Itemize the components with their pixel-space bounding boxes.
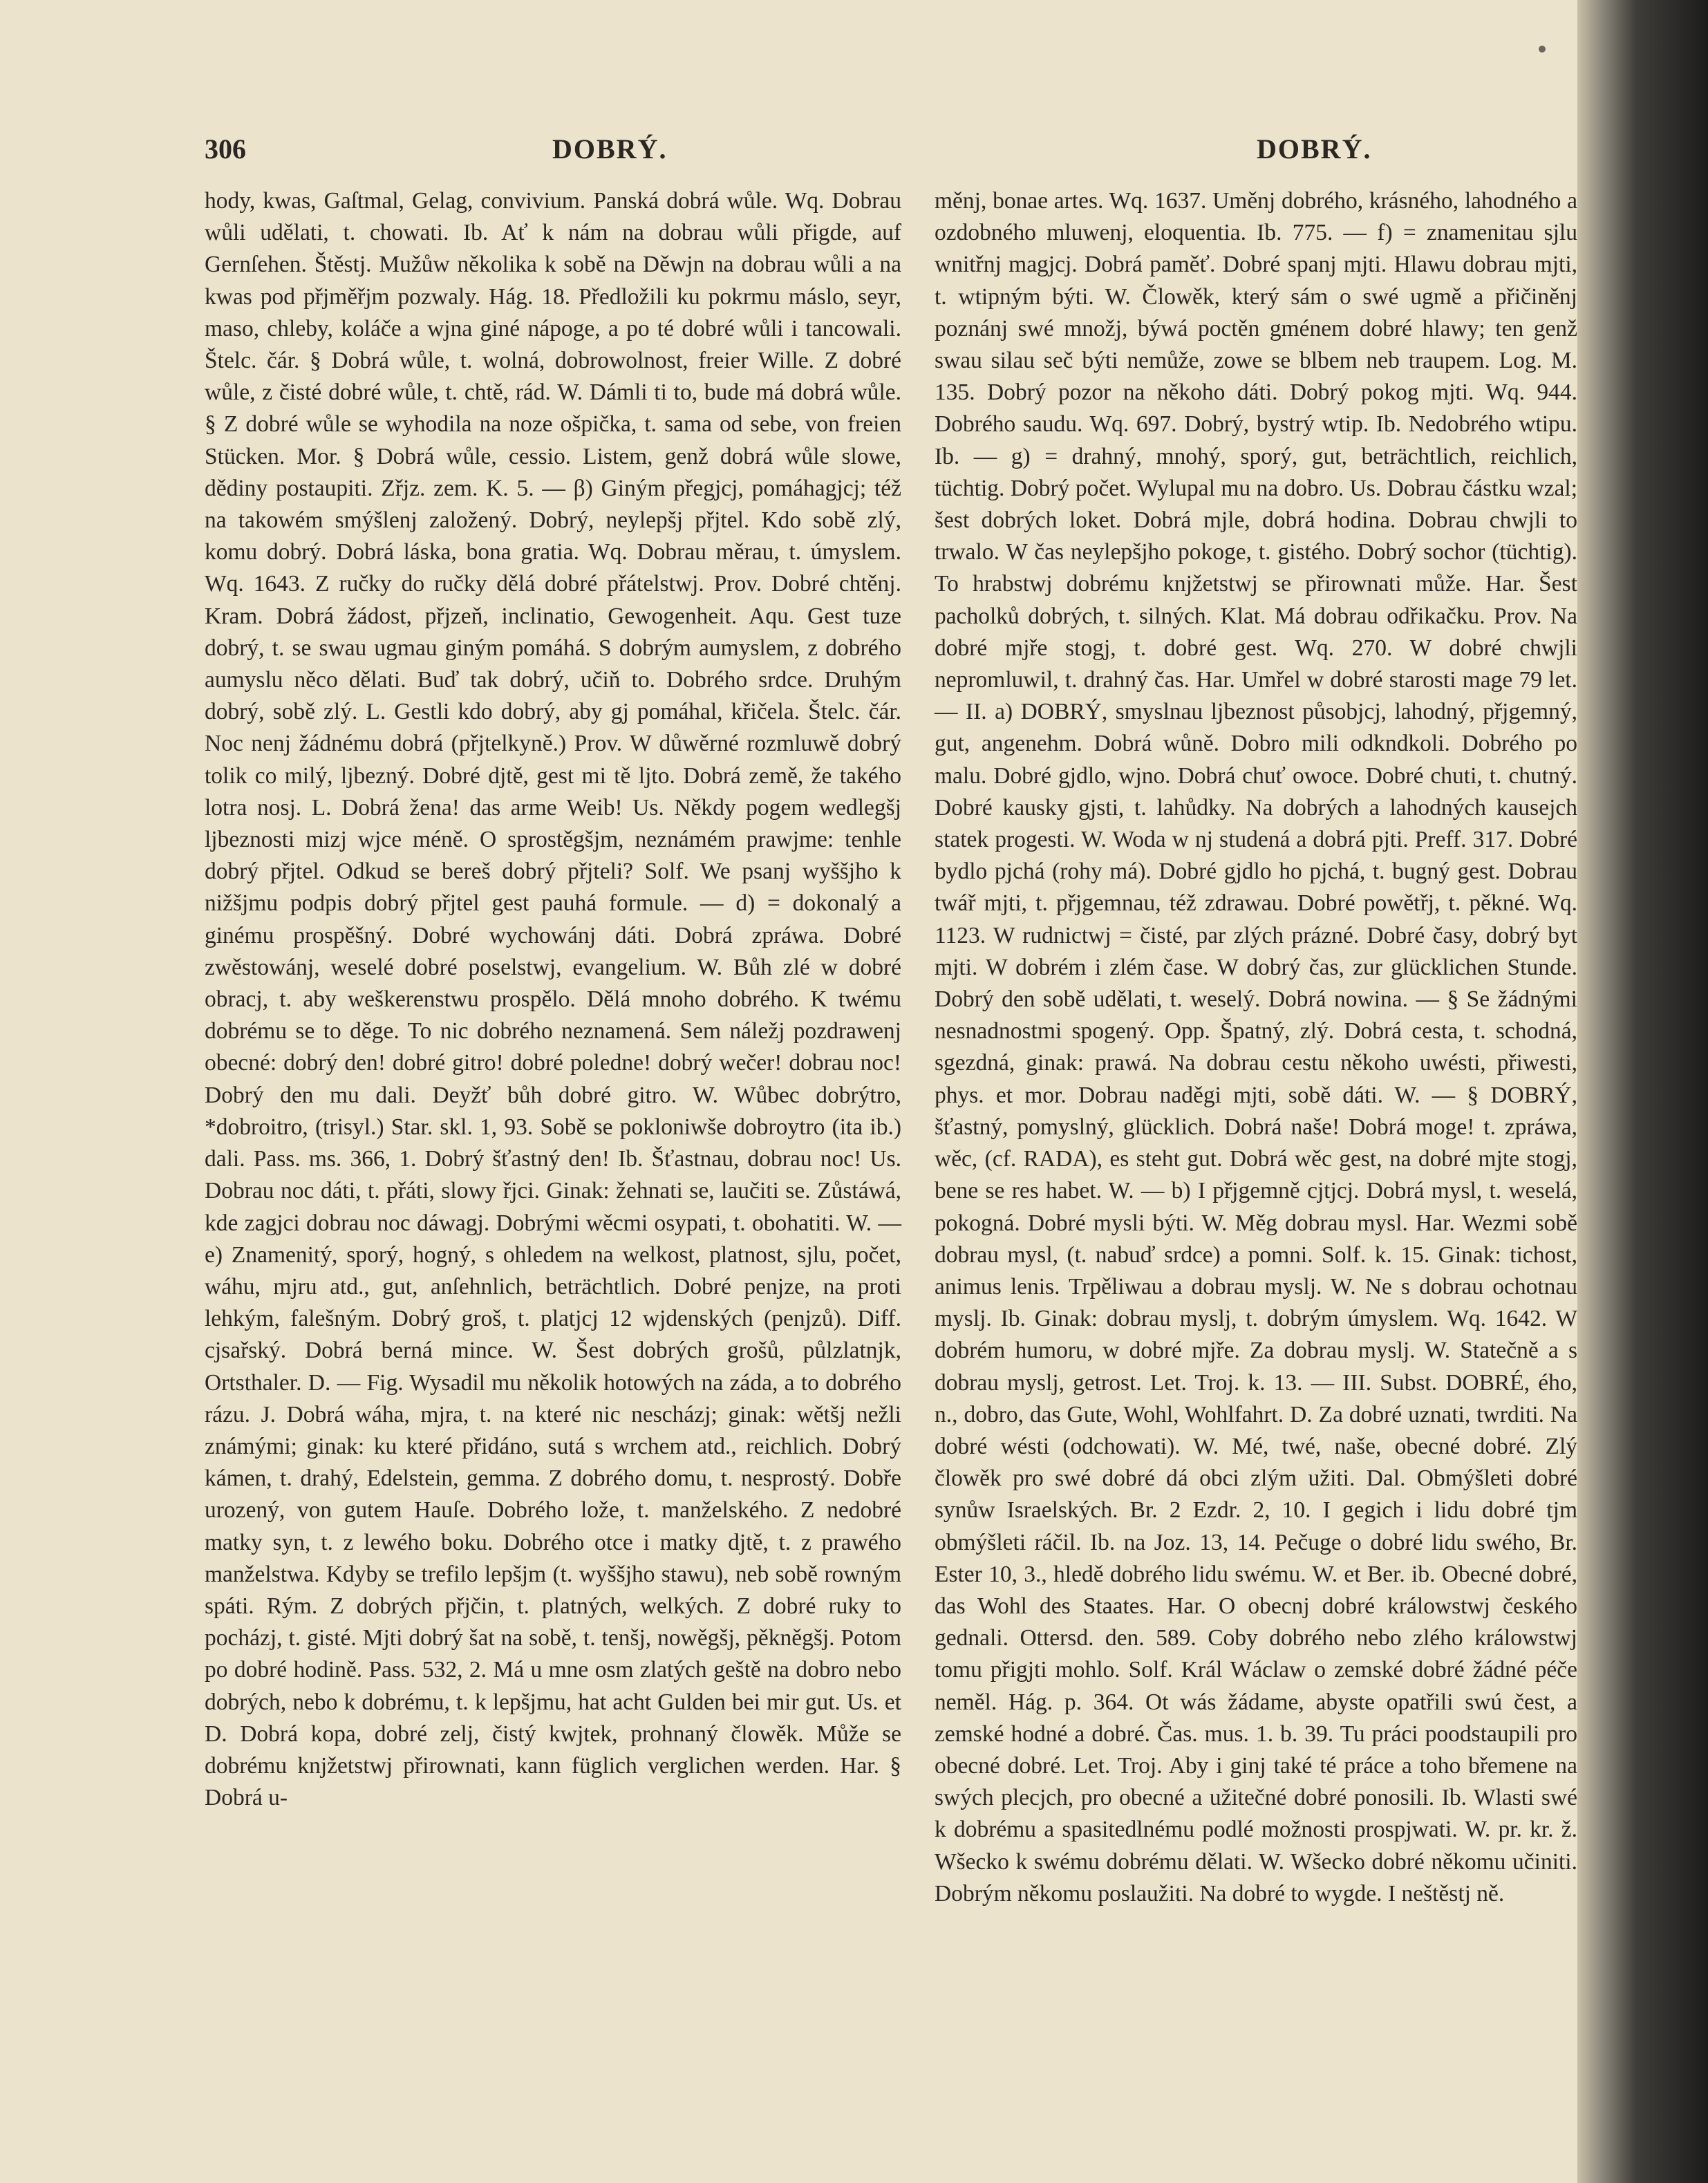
page-header (205, 129, 1577, 170)
right-column-text: měnj, bonae artes. Wq. 1637. Uměnj dobrého, krásného, lahodného a ozdobného mluwenj, eloquentia. Ib. 775. — f) = znamenitau sjlu wnitřnj magjcj. Dobrá paměť. Dobré spanj mjti. Hlawu dobrau mjti, t. wtipným býti. W. Člowěk, který sám o swé ugmě a přičiněnj poznánj swé množj, býwá poctěn gménem dobré hlawy; ten genž swau silau seč býti nemůže, zowe se blbem neb traupem. Log. M. 135. Dobrý pozor na někoho dáti. Dobrý pokog mjti. Wq. 944. Dobrého saudu. Wq. 697. Dobrý, bystrý wtip. Ib. Nedobrého wtipu. Ib. — g) = drahný, mnohý, sporý, gut, beträchtlich, reichlich, tüchtig. Dobrý počet. Wylupal mu na dobro. Us. Dobrau částku wzal; šest dobrých loket. Dobrá mjle, dobrá hodina. Dobrau chwjli to trwalo. W čas neylepšjho pokoge, t. gistého. Dobrý sochor (tüchtig). To hrabstwj dobrému knjžetstwj se přirownati může. Har. Šest pacholků dobrých, t. silných. Klat. Má dobrau odřikačku. Prov. Na dobré mjře stogj, t. dobré gest. Wq. 270. W dobré chwjli nepromluwil, t. drahný čas. Har. Umřel w dobré starosti mage 79 let. — II. a) DOBRÝ, smyslnau ljbeznost působjcj, lahodný, přjgemný, gut, angenehm. Dobrá wůně. Dobro mili odkndkoli. Dobrého po malu. Dobré gjdlo, wjno. Dobrá chuť owoce. Dobré chuti, t. chutný. Dobré kausky gjsti, t. lahůdky. Na dobrých a lahodných kausejch statek progesti. W. Woda w nj studená a dobrá pjti. Preff. 317. Dobré bydlo pjchá (rohy má). Dobré gjdlo ho pjchá, t. bugný gest. Dobrau twář mjti, t. přjgemnau, též zdrawau. Dobré powětřj, t. pěkné. Wq. 1123. W rudnictwj = čisté, par zlých prázné. Dobré časy, dobrý byt mjti. W dobrém i zlém čase. W dobrý čas, zur glücklichen Stunde. Dobrý den sobě udělati, t. weselý. Dobrá nowina. — § Se žádnými nesnadnostmi spogený. Opp. Špatný, zlý. Dobrá cesta, t. schodná, sgezdná, ginak: prawá. Na dobrau cestu někoho uwésti, přiwesti, phys. et mor. Dobrau naděgi mjti, sobě dáti. W. — § DOBRÝ, šťastný, pomyslný, glücklich. Dobrá naše! Dobrá moge! t. zpráwa, wěc, (cf. RADA), es steht gut. Dobrá wěc gest, na dobré mjte stogj, bene se res habet. W. — b) I přjgemně cjtjcj. Dobrá mysl, t. weselá, pokogná. Dobré mysli býti. W. Měg dobrau mysl. Har. Wezmi sobě dobrau mysl, (t. nabuď srdce) a pomni. Solf. k. 15. Ginak: tichost, animus lenis. Trpěliwau a dobrau myslj. W. Ne s dobrau ochotnau myslj. Ib. Ginak: dobrau myslj, t. dobrým úmyslem. Wq. 1642. W dobrém humoru, w dobré mjře. Za dobrau myslj. W. Statečně a s dobrau myslj, getrost. Let. Troj. k. 13. — III. Subst. DOBRÉ, ého, n., dobro, das Gute, Wohl, Wohlfahrt. D. Za dobré uznati, twrditi. Na dobré wésti (odchowati). W. Mé, twé, naše, obecné dobré. Zlý člowěk pro swé dobré dá obci zlým užiti. Dal. Obmýšleti dobré synůw Israelských. Br. 2 Ezdr. 2, 10. I gegich i lidu dobré tjm obmýšleti ráčil. Ib. na Joz. 13, 14. Pečuge o dobré lidu swého, Br. Ester 10, 3., hledě dobrého lidu swému. W. et Ber. ib. Obecné dobré, das Wohl des Staates. Har. O obecnj dobré králowstwj českého gednali. Ottersd. den. 589. Coby dobrého nebo zlého králowstwj tomu přigjti mohlo. Solf. Král Wáclaw o zemské dobré žádné péče neměl. Hág. p. 364. Ot wás žádame, abyste opatřili swú čest, a zemské hodné a dobré. Čas. mus. 1. b. 39. Tu práci poodstaupili pro obecné dobré. Let. Troj. Aby i ginj také té práce a toho břemene na swých plecjch, pro obecné a užitečné dobré ponosili. Ib. Wlasti swé k dobrému a spasitedlnému podlé možnosti prospjwati. W. pr. kr. ž. Wšecko k swému dobrému dělati. W. Wšecko dobré někomu učiniti. Dobrým někomu poslaužiti. Na dobré to wygde. I neštěstj ně. (935, 188, 1577, 1906)
left-column (205, 185, 901, 1814)
running-head-left: DOBRÝ. (552, 133, 668, 165)
page-number: 306 (205, 133, 246, 165)
left-column-text: hody, kwas, Gaſtmal, Gelag, convivium. Panská dobrá wůle. Wq. Dobrau wůli udělati, t. chowati. Ib. Ať k nám na dobrau wůli přigde, auf Gernſehen. Štěstj. Mužůw několika k sobě na Děwjn na dobrau wůli a na kwas pod přjměřjm pozwaly. Hág. 18. Předložili ku pokrmu máslo, seyr, maso, chleby, koláče a wjna giné nápoge, a po té dobré wůli i tancowali. Štelc. čár. § Dobrá wůle, t. wolná, dobrowolnost, freier Wille. Z dobré wůle, z čisté dobré wůle, t. chtě, rád. W. Dámli ti to, bude má dobrá wůle. § Z dobré wůle se wyhodila na noze ošpička, t. sama od sebe, von freien Stücken. Mor. § Dobrá wůle, cessio. Listem, genž dobrá wůle slowe, dědiny postaupiti. Zřjz. zem. K. 5. — β) Giným přegjcj, pomáhagjcj; též na takowém smýšlenj založený. Dobrý, neylepšj přjtel. Kdo sobě zlý, komu dobrý. Dobrá láska, bona gratia. Wq. Dobrau měrau, t. úmyslem. Wq. 1643. Z ručky do ručky dělá dobré přátelstwj. Prov. Dobré chtěnj. Kram. Dobrá žádost, přjzeň, inclinatio, Gewogenheit. Aqu. Gest tuze dobrý, t. se swau ugmau giným pomáhá. S dobrým aumyslem, z dobrého aumyslu něco dělati. Buď tak dobrý, učiň to. Dobrého srdce. Druhým dobrý, sobě zlý. L. Gestli kdo dobrý, aby gj pomáhal, křičela. Štelc. čár. Noc nenj žádnému dobrá (přjtelkyně.) Prov. W důwěrné rozmluwě dobrý tolik co milý, ljbezný. Dobré djtě, gest mi tě ljto. Dobrá země, že takého lotra nosj. L. Dobrá žena! das arme Weib! Us. Někdy pogem wedlegšj ljbeznosti mizj wjce méně. O sprostěgšjm, neznámém prawjme: tenhle dobrý přjtel. Odkud se bereš dobrý přjteli? Solf. We psanj wyššjho k nižšjmu podpis dobrý přjtel gest pauhá formule. — d) = dokonalý a ginému prospěšný. Dobré wychowánj dáti. Dobrá zpráwa. Dobré zwěstowánj, weselé dobré poselstwj, evangelium. W. Bůh zlé w dobré obracj, t. aby weškerenstwu prospělo. Dělá mnoho dobrého. K twému dobrému se to děge. To nic dobrého neznamená. Sem náležj pozdrawenj obecné: dobrý den! dobré gitro! dobré poledne! dobrý wečer! dobrau noc! Dobrý den mu dali. Deyžť bůh dobré gitro. W. Wůbec dobrýtro, *dobroitro, (trisyl.) Star. skl. 1, 93. Sobě se pokloniwše dobroytro (ita ib.) dali. Pass. ms. 366, 1. Dobrý šťastný den! Ib. Šťastnau, dobrau noc! Us. Dobrau noc dáti, t. přáti, slowy řjci. Ginak: žehnati se, laučiti se. Zůstáwá, kde zagjci dobrau noc dáwagj. Dobrými wěcmi osypati, t. obohatiti. W. — e) Znamenitý, sporý, hogný, s ohledem na welkost, platnost, sjlu, počet, wáhu, mjru atd., gut, anſehnlich, beträchtlich. Dobré penjze, na proti lehkým, falešným. Dobrý groš, t. platjcj 12 wjdenských (penjzů). Diff. cjsařský. Dobrá berná mince. W. Šest dobrých grošů, půlzlatnjk, Ortsthaler. D. — Fig. Wysadil mu několik hotowých na záda, a to dobrého rázu. J. Dobrá wáha, mjra, t. na které nic nescházj; ginak: wětšj nežli známými; ginak: ku které přidáno, sutá s wrchem atd., reichlich. Dobrý kámen, t. drahý, Edelstein, gemma. Z dobrého domu, t. nesprostý. Dobře urozený, von gutem Hauſe. Dobrého lože, t. manželského. Z nedobré matky syn, t. z lewého boku. Dobrého otce i matky djtě, t. z prawého manželstwa. Kdyby se trefilo lepšjm (t. wyššjho stawu), neb sobě rowným spáti. Rým. Z dobrých přjčin, t. platných, welkých. Z dobré ruky to pocházj, t. gisté. Mjti dobrý šat na sobě, t. tenšj, nowěgšj, pěkněgšj. Potom po dobré hodině. Pass. 532, 2. Má u mne osm zlatých geště na dobro nebo dobrých, nebo k dobrému, t. k lepšjmu, hat acht Gulden bei mir gut. Us. et D. Dobrá kopa, dobré zelj, čistý kwjtek, prohnaný člowěk. Může se dobrému knjžetstwj přirownati, kann füglich verglichen werden. Har. § Dobrá u- (205, 188, 901, 1811)
page-speck (1539, 46, 1546, 53)
right-column (935, 185, 1577, 1910)
running-head-right: DOBRÝ. (1257, 133, 1372, 165)
book-gutter (1577, 0, 1708, 2183)
